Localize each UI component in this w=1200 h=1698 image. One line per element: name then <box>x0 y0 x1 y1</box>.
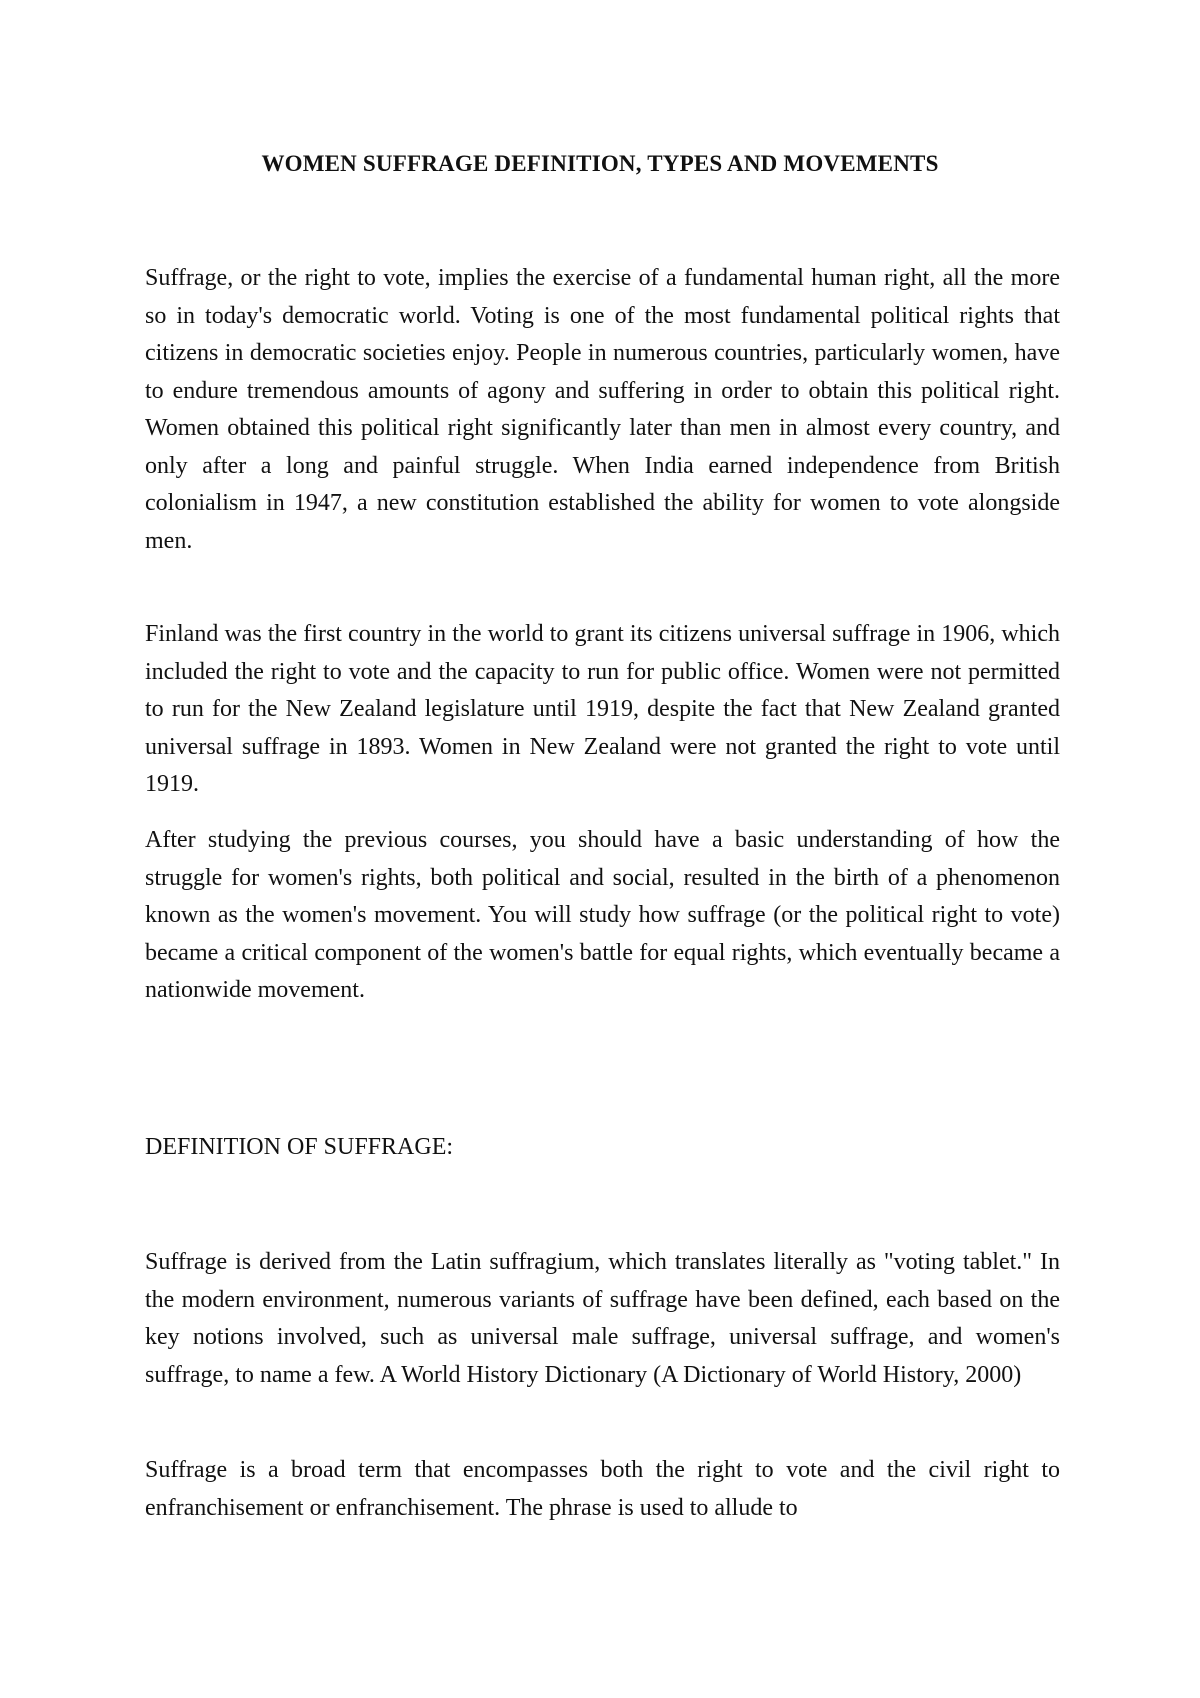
movement-paragraph: After studying the previous courses, you should have a basic understanding of how the struggle for women's rights, both political and social, resulted in the birth of a phenomenon known as the women's movement. You will study how suffrage (or the political right to vote) became a critical component of the women's battle for equal rights, which eventually became a nationwide movement. <box>145 827 1060 1003</box>
definition-paragraph: Suffrage is derived from the Latin suffragium, which translates literally as "voting tablet." In the modern environment, numerous variants of suffrage have been defined, each based on the key notions involved, such as universal male suffrage, universal suffrage, and women's suffrage, to name a few. A World History Dictionary (A Dictionary of World History, 2000) <box>145 1249 1060 1388</box>
finland-paragraph: Finland was the first country in the world to grant its citizens universal suffrage in 1906, which included the right to vote and the capacity to run for public office. Women were not permitted to run for the New Zealand legislature until 1919, despite the fact that New Zealand granted universal suffrage in 1893. Women in New Zealand were not granted the right to vote until 1919. <box>145 621 1060 797</box>
broad-term-paragraph: Suffrage is a broad term that encompasses both the right to vote and the civil right to enfranchisement or enfranchisement. The phrase is used to allude to <box>145 1457 1060 1521</box>
document-title: WOMEN SUFFRAGE DEFINITION, TYPES AND MOVEMENTS <box>261 151 939 176</box>
section-heading: DEFINITION OF SUFFRAGE: <box>145 1134 454 1160</box>
intro-paragraph: Suffrage, or the right to vote, implies the exercise of a fundamental human right, all the more so in today's democratic world. Voting is one of the most fundamental political rights that citizens in democratic societies enjoy. People in numerous countries, particularly women, have to endure tremendous amounts of agony and suffering in order to obtain this political right. Women obtained this political right significantly later than men in almost every country, and only after a long and painful struggle. When India earned independence from British colonialism in 1947, a new constitution established the ability for women to vote alongside men. <box>145 265 1060 554</box>
